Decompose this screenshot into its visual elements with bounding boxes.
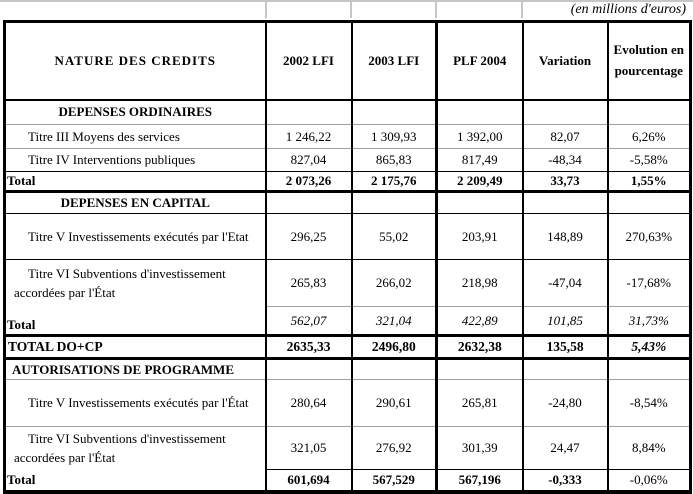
cell: 567,529 xyxy=(352,470,437,492)
table-row-titre-6-ap xyxy=(5,427,691,470)
cell xyxy=(523,192,608,214)
cell: -8,54% xyxy=(608,380,691,427)
cell: 567,196 xyxy=(437,470,523,492)
cell: 218,98 xyxy=(437,260,523,307)
cell: 148,89 xyxy=(523,214,608,260)
table-row-titre-4 xyxy=(5,149,691,172)
cell: 321,05 xyxy=(266,427,352,470)
cell: 270,63% xyxy=(608,214,691,260)
cell: -24,80 xyxy=(523,380,608,427)
cell: 33,73 xyxy=(523,172,608,192)
cell xyxy=(352,192,437,214)
cell xyxy=(437,192,523,214)
row-label: Total xyxy=(7,471,36,487)
cell: 203,91 xyxy=(437,214,523,260)
cell: 1 309,93 xyxy=(352,125,437,149)
cell xyxy=(266,359,352,380)
cell: 280,64 xyxy=(266,380,352,427)
col-header-evolution: Evolution en pourcentage xyxy=(608,22,691,100)
cell: -17,68% xyxy=(608,260,691,307)
cell: 296,25 xyxy=(266,214,352,260)
cell: 2635,33 xyxy=(266,336,352,359)
header-row xyxy=(5,22,691,100)
section-label: DEPENSES ORDINAIRES xyxy=(5,100,266,125)
cell xyxy=(266,192,352,214)
row-label: Titre V Investissements exécutés par l'Etat xyxy=(5,214,266,260)
grid-line xyxy=(265,2,267,18)
col-header-2002-lfi: 2002 LFI xyxy=(266,22,352,100)
cell xyxy=(523,359,608,380)
cell xyxy=(608,192,691,214)
row-label: Titre IV Interventions publiques xyxy=(5,149,266,172)
section-row-depenses-capital xyxy=(5,192,691,214)
cell: 8,84% xyxy=(608,427,691,470)
cell: 827,04 xyxy=(266,149,352,172)
credits-table xyxy=(3,20,692,494)
cell: 31,73% xyxy=(608,307,691,336)
units-note: (en millions d'euros) xyxy=(570,2,686,17)
section-row-autorisations xyxy=(5,359,691,380)
cell: 1 392,00 xyxy=(437,125,523,149)
grid-line xyxy=(350,2,352,18)
table-row-titre-5-cp xyxy=(5,214,691,260)
cell xyxy=(352,100,437,125)
cell: 24,47 xyxy=(523,427,608,470)
cell: -48,34 xyxy=(523,149,608,172)
cell xyxy=(523,100,608,125)
cell: 82,07 xyxy=(523,125,608,149)
col-header-2003-lfi: 2003 LFI xyxy=(352,22,437,100)
row-label: Titre V Investissements exécutés par l'État xyxy=(5,380,266,427)
col-header-variation: Variation xyxy=(523,22,608,100)
cell: 1 246,22 xyxy=(266,125,352,149)
row-label: TOTAL DO+CP xyxy=(5,336,266,359)
row-label: Total xyxy=(7,317,36,332)
cell: 2 209,49 xyxy=(437,172,523,192)
cell: 865,83 xyxy=(352,149,437,172)
col-header-plf-2004: PLF 2004 xyxy=(437,22,523,100)
cell: 422,89 xyxy=(437,307,523,336)
grid-line xyxy=(435,2,437,18)
cell xyxy=(608,359,691,380)
cell: 817,49 xyxy=(437,149,523,172)
section-label: DEPENSES EN CAPITAL xyxy=(5,192,266,214)
total-row-capital xyxy=(5,307,691,336)
row-label: Total xyxy=(5,172,266,192)
total-row-ordinaires xyxy=(5,172,691,192)
cell xyxy=(608,100,691,125)
row-label: Titre VI Subventions d'investissement accordées par l'État xyxy=(5,260,266,307)
total-row-do-cp xyxy=(5,336,691,359)
cell: 301,39 xyxy=(437,427,523,470)
table-row-titre-6-cp xyxy=(5,260,691,307)
cell xyxy=(352,359,437,380)
table-row-titre-5-ap xyxy=(5,380,691,427)
cell: 562,07 xyxy=(266,307,352,336)
cell: 266,02 xyxy=(352,260,437,307)
row-label: Titre VI Subventions d'investissement accordées par l'État xyxy=(5,427,266,470)
cell: 2496,80 xyxy=(352,336,437,359)
cell: 265,83 xyxy=(266,260,352,307)
row-label: Titre III Moyens des services xyxy=(5,125,266,149)
cell: 2 073,26 xyxy=(266,172,352,192)
cell: 601,694 xyxy=(266,470,352,492)
cell: 2632,38 xyxy=(437,336,523,359)
cell: 55,02 xyxy=(352,214,437,260)
table-row-titre-3 xyxy=(5,125,691,149)
section-label: AUTORISATIONS DE PROGRAMME xyxy=(5,359,266,380)
cell: 276,92 xyxy=(352,427,437,470)
cell: -0,333 xyxy=(523,470,608,492)
cell: 101,85 xyxy=(523,307,608,336)
cell: 265,81 xyxy=(437,380,523,427)
cell xyxy=(266,100,352,125)
cell: -0,06% xyxy=(608,470,691,492)
cell xyxy=(437,359,523,380)
cell: 290,61 xyxy=(352,380,437,427)
cell: 321,04 xyxy=(352,307,437,336)
cell: 5,43% xyxy=(608,336,691,359)
cell: 2 175,76 xyxy=(352,172,437,192)
section-row-depenses-ordinaires xyxy=(5,100,691,125)
units-note-row xyxy=(0,0,693,20)
cell: -47,04 xyxy=(523,260,608,307)
cell: 1,55% xyxy=(608,172,691,192)
cell: 135,58 xyxy=(523,336,608,359)
cell: 6,26% xyxy=(608,125,691,149)
total-row-autorisations xyxy=(5,470,691,492)
grid-line xyxy=(521,2,523,18)
col-header-nature: NATURE DES CREDITS xyxy=(5,22,266,100)
cell: -5,58% xyxy=(608,149,691,172)
cell xyxy=(437,100,523,125)
